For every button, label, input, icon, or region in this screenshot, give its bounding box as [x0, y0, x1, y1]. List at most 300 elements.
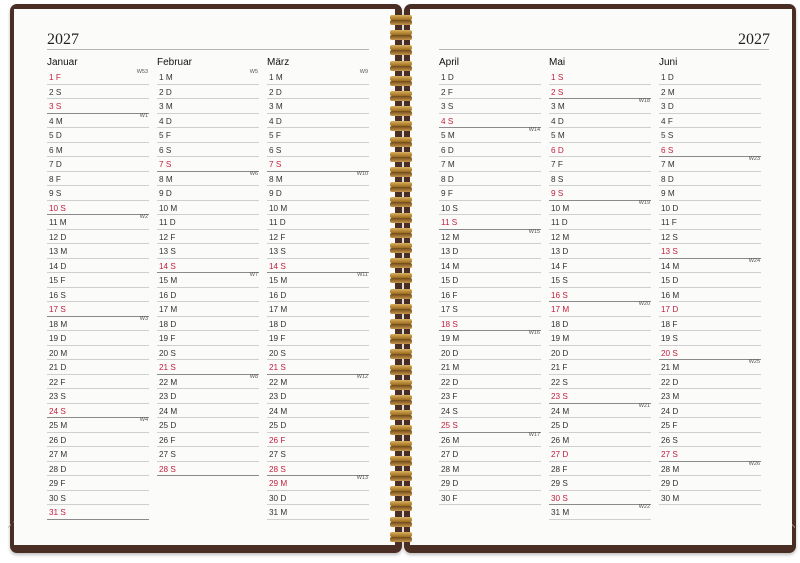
month-name: Februar [157, 57, 193, 68]
day-row[interactable] [439, 186, 541, 201]
day-row[interactable] [659, 85, 761, 100]
day-label: 16 F [441, 290, 458, 300]
day-row[interactable] [267, 476, 369, 491]
day-label: 11 S [441, 218, 458, 227]
day-row[interactable] [267, 230, 369, 245]
day-row[interactable] [267, 259, 369, 274]
day-row[interactable] [47, 99, 149, 114]
month-name: Januar [47, 57, 78, 68]
day-row[interactable] [659, 433, 761, 448]
day-label: 8 S [551, 174, 564, 184]
day-row[interactable] [659, 346, 761, 361]
day-row[interactable] [659, 288, 761, 303]
day-label: 30 M [661, 493, 680, 503]
day-label: 1 F [49, 73, 61, 82]
day-row[interactable] [549, 230, 651, 245]
day-row[interactable] [267, 244, 369, 259]
day-label: 4 D [269, 116, 282, 126]
day-label: 27 S [269, 450, 286, 459]
day-label: 2 D [269, 87, 282, 97]
month-column-februar [157, 55, 259, 476]
day-row[interactable] [439, 201, 541, 216]
week-number: W16 [528, 330, 540, 336]
day-label: 14 F [551, 261, 568, 271]
day-label: 7 S [269, 160, 282, 169]
day-row[interactable] [157, 172, 259, 187]
day-row[interactable] [157, 273, 259, 288]
day-label: 26 M [441, 435, 460, 445]
day-label: 30 D [269, 493, 287, 503]
day-label: 18 D [551, 319, 569, 329]
day-row[interactable] [439, 462, 541, 477]
day-label: 1 M [159, 73, 173, 82]
day-label: 7 S [159, 160, 172, 169]
day-label: 8 M [159, 174, 173, 184]
day-row[interactable] [267, 172, 369, 187]
day-row[interactable] [659, 186, 761, 201]
day-row[interactable] [549, 186, 651, 201]
day-label: 6 S [269, 145, 282, 155]
day-row[interactable] [549, 346, 651, 361]
week-number: W18 [638, 98, 650, 104]
day-row[interactable] [157, 244, 259, 259]
day-row[interactable] [659, 273, 761, 288]
day-row[interactable] [439, 99, 541, 114]
day-label: 30 S [49, 493, 66, 503]
day-row[interactable] [439, 331, 541, 346]
header-rule [47, 49, 369, 50]
week-number: W21 [638, 402, 650, 409]
day-row[interactable] [47, 317, 149, 332]
day-row[interactable] [439, 230, 541, 245]
day-row[interactable] [549, 331, 651, 346]
day-row[interactable] [157, 331, 259, 346]
day-row[interactable] [439, 114, 541, 129]
day-label: 28 F [551, 464, 568, 474]
day-label: 26 F [159, 435, 176, 445]
binding-ring [389, 61, 413, 71]
day-row[interactable] [267, 360, 369, 375]
day-label: 23 D [269, 392, 287, 401]
day-label: 12 S [661, 232, 678, 242]
day-label: 14 M [661, 261, 680, 271]
day-row[interactable] [439, 128, 541, 143]
month-column-januar [47, 55, 149, 520]
binding-ring [389, 349, 413, 359]
day-row[interactable] [47, 447, 149, 462]
day-row[interactable] [439, 288, 541, 303]
day-row[interactable] [157, 346, 259, 361]
day-row[interactable] [549, 143, 651, 158]
day-label: 21 S [159, 363, 176, 372]
day-label: 5 D [49, 131, 62, 140]
day-label: 3 M [551, 102, 565, 111]
day-label: 25 D [551, 421, 569, 430]
day-row[interactable] [439, 70, 541, 85]
day-row[interactable] [267, 201, 369, 216]
day-row[interactable] [47, 288, 149, 303]
day-row[interactable] [47, 418, 149, 433]
day-row[interactable] [267, 273, 369, 288]
day-row[interactable] [47, 476, 149, 491]
day-label: 7 M [441, 160, 455, 169]
day-row[interactable] [549, 317, 651, 332]
day-row[interactable] [439, 259, 541, 274]
day-row[interactable] [659, 114, 761, 129]
binding-ring [389, 380, 413, 390]
day-row[interactable] [157, 230, 259, 245]
day-label: 31 S [49, 508, 66, 517]
day-row[interactable] [267, 215, 369, 230]
day-row[interactable] [549, 491, 651, 506]
day-row[interactable] [267, 157, 369, 172]
day-label: 24 S [441, 406, 458, 416]
day-row[interactable] [549, 128, 651, 143]
day-label: 24 M [159, 406, 178, 416]
day-label: 5 F [269, 131, 281, 140]
day-row[interactable] [267, 462, 369, 477]
day-row[interactable] [267, 418, 369, 433]
month-name: Juni [659, 57, 678, 68]
day-label: 25 D [269, 421, 287, 430]
day-row[interactable] [157, 462, 259, 477]
day-label: 25 S [441, 421, 458, 430]
day-row[interactable] [157, 99, 259, 114]
day-row[interactable] [267, 331, 369, 346]
day-label: 18 S [441, 319, 458, 329]
day-row[interactable] [549, 505, 651, 520]
day-label: 11 D [269, 218, 286, 227]
day-row[interactable] [157, 302, 259, 317]
day-row[interactable] [439, 491, 541, 506]
day-label: 6 M [49, 145, 63, 155]
day-label: 17 M [159, 305, 178, 314]
binding-ring [389, 410, 413, 420]
day-row[interactable] [659, 447, 761, 462]
day-row[interactable] [267, 447, 369, 462]
day-row[interactable] [157, 259, 259, 274]
day-row[interactable] [47, 143, 149, 158]
day-row[interactable] [439, 389, 541, 404]
day-row[interactable] [47, 462, 149, 477]
day-row[interactable] [439, 143, 541, 158]
day-label: 29 F [49, 479, 66, 488]
day-row[interactable] [47, 389, 149, 404]
day-label: 2 M [661, 87, 675, 97]
day-row[interactable] [439, 157, 541, 172]
day-row[interactable] [439, 346, 541, 361]
day-row[interactable] [47, 433, 149, 448]
day-row[interactable] [47, 331, 149, 346]
day-row[interactable] [267, 128, 369, 143]
day-row[interactable] [549, 433, 651, 448]
day-row[interactable] [157, 85, 259, 100]
day-row[interactable] [439, 273, 541, 288]
day-row[interactable] [549, 157, 651, 172]
day-row[interactable] [549, 114, 651, 129]
binding-ring [389, 213, 413, 223]
binding-ring [389, 273, 413, 283]
day-label: 23 D [159, 392, 177, 401]
day-label: 13 S [269, 247, 286, 256]
day-label: 9 D [269, 189, 282, 198]
binding-ring [389, 456, 413, 466]
day-row[interactable] [267, 302, 369, 317]
month-column-maerz [267, 55, 369, 520]
day-row[interactable] [439, 404, 541, 419]
day-label: 17 M [551, 305, 570, 314]
day-label: 27 D [441, 450, 459, 459]
day-row[interactable] [47, 230, 149, 245]
binding-ring [389, 45, 413, 55]
day-label: 18 M [49, 319, 68, 329]
day-label: 20 S [159, 348, 176, 358]
day-label: 2 S [49, 87, 62, 97]
day-row[interactable] [659, 360, 761, 375]
day-row[interactable] [439, 215, 541, 230]
day-label: 22 D [661, 377, 679, 387]
day-row[interactable] [659, 389, 761, 404]
day-row[interactable] [267, 288, 369, 303]
day-label: 3 S [441, 102, 454, 111]
day-row[interactable] [157, 157, 259, 172]
week-number: W17 [528, 431, 540, 438]
day-row[interactable] [659, 476, 761, 491]
day-row[interactable] [659, 302, 761, 317]
day-label: 24 S [49, 406, 66, 416]
day-row[interactable] [659, 201, 761, 216]
day-row[interactable] [439, 85, 541, 100]
day-row[interactable] [549, 244, 651, 259]
day-row[interactable] [659, 244, 761, 259]
day-row[interactable] [549, 201, 651, 216]
day-row[interactable] [267, 317, 369, 332]
day-row[interactable] [157, 418, 259, 433]
day-row[interactable] [659, 143, 761, 158]
day-row[interactable] [659, 128, 761, 143]
day-label: 15 M [159, 276, 178, 285]
day-row[interactable] [439, 418, 541, 433]
day-row[interactable] [659, 462, 761, 477]
week-number: W15 [528, 228, 540, 235]
day-label: 21 S [269, 363, 286, 372]
day-row[interactable] [267, 114, 369, 129]
day-row[interactable] [47, 259, 149, 274]
day-label: 19 F [159, 334, 176, 343]
day-row[interactable] [549, 418, 651, 433]
day-row[interactable] [439, 375, 541, 390]
day-row[interactable] [267, 85, 369, 100]
day-row[interactable] [47, 273, 149, 288]
day-row[interactable] [47, 201, 149, 216]
day-row[interactable] [549, 85, 651, 100]
day-row[interactable] [549, 476, 651, 491]
day-label: 15 D [441, 276, 459, 285]
day-label: 12 F [269, 232, 286, 242]
day-row[interactable] [549, 288, 651, 303]
day-label: 11 M [49, 218, 67, 227]
day-row[interactable] [267, 389, 369, 404]
day-row[interactable] [549, 389, 651, 404]
day-row[interactable] [549, 302, 651, 317]
day-label: 17 S [441, 305, 458, 314]
day-row[interactable] [157, 404, 259, 419]
day-label: 10 M [159, 203, 178, 213]
day-row[interactable] [267, 70, 369, 85]
day-row[interactable] [157, 317, 259, 332]
day-row[interactable] [47, 215, 149, 230]
day-row[interactable] [157, 70, 259, 85]
day-label: 18 D [159, 319, 177, 329]
day-label: 4 M [49, 116, 63, 126]
day-row[interactable] [157, 375, 259, 390]
day-label: 4 S [441, 116, 454, 126]
day-row[interactable] [267, 505, 369, 520]
day-row[interactable] [267, 404, 369, 419]
day-label: 10 M [551, 203, 570, 213]
day-label: 19 M [441, 334, 460, 343]
day-row[interactable] [659, 404, 761, 419]
day-row[interactable] [659, 259, 761, 274]
day-row[interactable] [47, 346, 149, 361]
day-label: 5 M [441, 131, 455, 140]
day-row[interactable] [549, 99, 651, 114]
day-row[interactable] [157, 215, 259, 230]
week-number: W53 [136, 69, 148, 75]
day-row[interactable] [549, 70, 651, 85]
day-label: 24 M [551, 406, 570, 416]
day-row[interactable] [267, 143, 369, 158]
day-row[interactable] [549, 273, 651, 288]
day-row[interactable] [157, 389, 259, 404]
day-label: 6 D [551, 145, 564, 155]
day-label: 9 S [551, 189, 564, 198]
day-row[interactable] [659, 215, 761, 230]
day-row[interactable] [47, 70, 149, 85]
day-row[interactable] [267, 375, 369, 390]
day-label: 19 S [661, 334, 678, 343]
day-row[interactable] [439, 447, 541, 462]
day-row[interactable] [157, 360, 259, 375]
day-row[interactable] [549, 375, 651, 390]
day-label: 12 M [551, 232, 570, 242]
day-row[interactable] [439, 476, 541, 491]
day-label: 21 F [551, 363, 568, 372]
binding-ring [389, 501, 413, 511]
day-label: 19 M [551, 334, 570, 343]
day-row[interactable] [659, 491, 761, 506]
day-label: 31 M [551, 508, 570, 517]
day-row[interactable] [549, 447, 651, 462]
day-row[interactable] [549, 462, 651, 477]
day-row[interactable] [267, 433, 369, 448]
day-label: 21 M [661, 363, 680, 372]
day-row[interactable] [439, 172, 541, 187]
day-row[interactable] [439, 360, 541, 375]
day-row[interactable] [157, 128, 259, 143]
week-number: W4 [139, 417, 148, 423]
day-row[interactable] [549, 259, 651, 274]
day-row[interactable] [439, 317, 541, 332]
binding-ring [389, 258, 413, 268]
day-row[interactable] [267, 346, 369, 361]
day-row[interactable] [47, 186, 149, 201]
day-row[interactable] [47, 404, 149, 419]
day-label: 14 S [159, 261, 176, 271]
day-row[interactable] [47, 302, 149, 317]
day-row[interactable] [659, 331, 761, 346]
day-row[interactable] [267, 186, 369, 201]
day-label: 28 D [49, 464, 67, 474]
day-row[interactable] [157, 143, 259, 158]
day-row[interactable] [47, 85, 149, 100]
day-label: 29 D [441, 479, 459, 488]
day-label: 20 S [661, 348, 678, 358]
month-column-juni [659, 55, 761, 505]
day-row[interactable] [659, 99, 761, 114]
day-row[interactable] [659, 230, 761, 245]
day-label: 13 D [441, 247, 459, 256]
binding-ring [389, 197, 413, 207]
day-row[interactable] [47, 360, 149, 375]
day-row[interactable] [157, 114, 259, 129]
day-row[interactable] [157, 201, 259, 216]
day-row[interactable] [157, 447, 259, 462]
day-label: 27 D [551, 450, 569, 459]
day-row[interactable] [157, 433, 259, 448]
day-row[interactable] [659, 157, 761, 172]
day-row[interactable] [659, 70, 761, 85]
day-row[interactable] [47, 505, 149, 520]
day-label: 12 F [159, 232, 176, 242]
week-number: W7 [249, 272, 258, 278]
day-row[interactable] [549, 172, 651, 187]
day-row[interactable] [439, 433, 541, 448]
day-row[interactable] [549, 215, 651, 230]
day-row[interactable] [47, 128, 149, 143]
left-page [14, 9, 395, 545]
day-row[interactable] [157, 288, 259, 303]
day-row[interactable] [47, 491, 149, 506]
day-row[interactable] [439, 244, 541, 259]
day-label: 17 S [49, 305, 66, 314]
day-label: 13 D [551, 247, 569, 256]
day-label: 26 M [551, 435, 570, 445]
day-row[interactable] [267, 491, 369, 506]
day-row[interactable] [267, 99, 369, 114]
day-row[interactable] [659, 172, 761, 187]
day-label: 30 F [441, 493, 458, 503]
day-row[interactable] [157, 186, 259, 201]
day-row[interactable] [47, 114, 149, 129]
day-row[interactable] [439, 302, 541, 317]
day-label: 3 M [159, 102, 173, 111]
year-label: 2027 [47, 31, 79, 48]
day-row[interactable] [47, 172, 149, 187]
week-number: W14 [528, 127, 540, 133]
binding-ring [389, 137, 413, 147]
day-row[interactable] [659, 418, 761, 433]
day-row[interactable] [47, 375, 149, 390]
day-row[interactable] [47, 157, 149, 172]
day-row[interactable] [659, 317, 761, 332]
day-row[interactable] [47, 244, 149, 259]
day-row[interactable] [549, 360, 651, 375]
day-row[interactable] [659, 375, 761, 390]
day-label: 14 S [269, 261, 286, 271]
day-label: 22 S [551, 377, 568, 387]
day-row[interactable] [549, 404, 651, 419]
